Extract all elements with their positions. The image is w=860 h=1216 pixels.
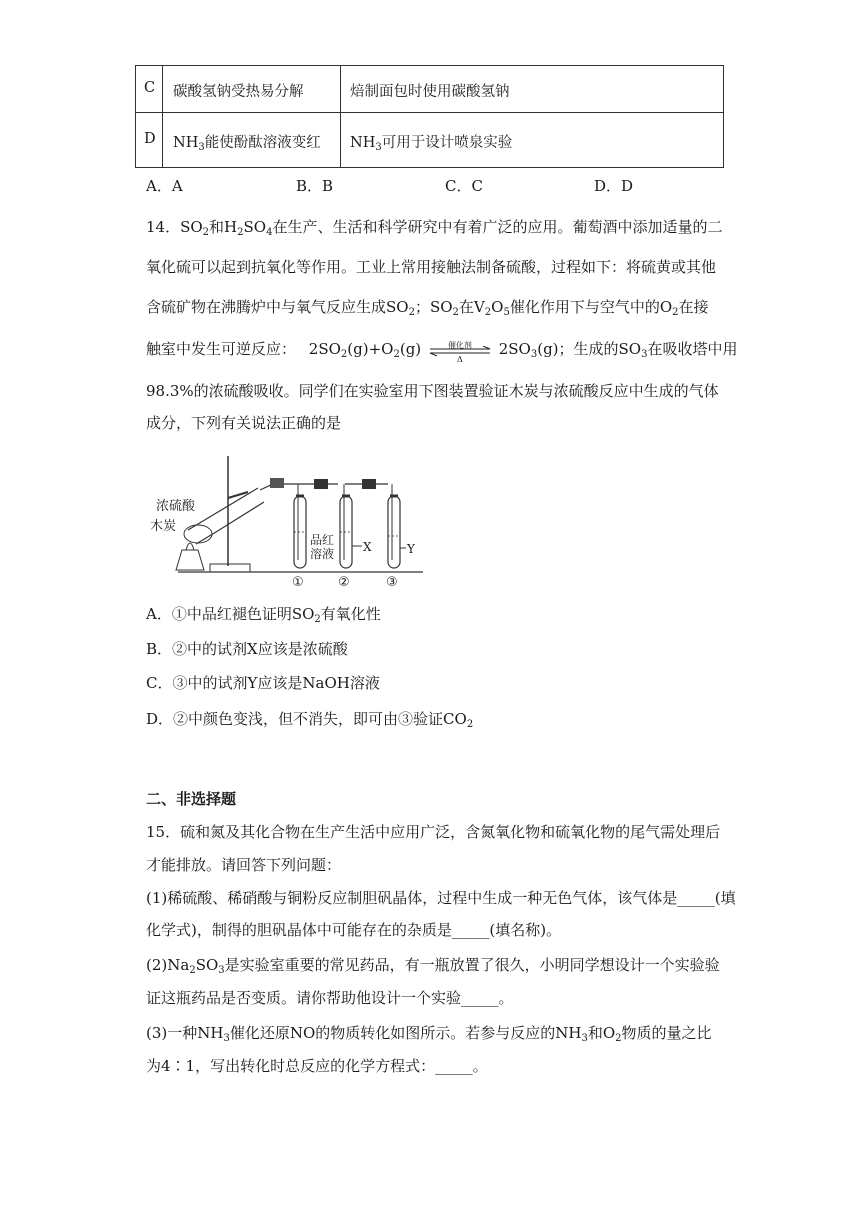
q15-line-1: 15．硫和氮及其化合物在生产生活中应用广泛，含氮氧化物和硫氧化物的尾气需处理后 <box>146 823 721 841</box>
q14-line-3: 含硫矿物在沸腾炉中与氧气反应生成$SO_2$；$SO_2$在$V_2O_5$催化作用下与空气中的$O_2$在接 <box>146 298 709 318</box>
table-row-application: $NH_3$可用于设计喷泉实验 <box>350 135 513 153</box>
answer-table <box>135 65 724 168</box>
q15-line-3: (1)稀硫酸、稀硝酸与铜粉反应制胆矾晶体，过程中生成一种无色气体，该气体是_____(填 <box>146 889 736 907</box>
label-solution: 溶液 <box>310 547 335 561</box>
option-b: B．B <box>296 177 334 195</box>
section-title: 二、非选择题 <box>146 790 237 808</box>
label-pinhong: 品红 <box>310 533 335 547</box>
q14-line-4: 触室中发生可逆反应： $2SO_2(g)+O_2(g)$ 催化剂 Δ $2SO_3(g)$；生成的$SO_3$在吸收塔中用 <box>146 339 738 360</box>
label-x: X <box>363 540 372 554</box>
q15-line-6: 证这瓶药品是否变质。请你帮助他设计一个实验_____。 <box>146 989 514 1007</box>
tube-3-number: ③ <box>386 575 398 588</box>
q15-line-4: 化学式)，制得的胆矾晶体中可能存在的杂质是_____(填名称)。 <box>146 921 562 939</box>
table-row-application: 焙制面包时使用碳酸氢钠 <box>350 84 510 100</box>
tube-2-number: ② <box>338 575 350 588</box>
label-y: Y <box>407 542 415 556</box>
q14-option-d: D．②中颜色变浅，但不消失，即可由③验证$CO_2$ <box>146 710 474 730</box>
q15-line-7: (3)一种$NH_3$催化还原NO的物质转化如图所示。若参与反应的$NH_3$和$O_2$物质的量之比 <box>146 1024 712 1044</box>
heat-label: Δ <box>457 355 463 364</box>
q14-option-a: A．①中品红褪色证明$SO_2$有氧化性 <box>146 605 381 625</box>
table-column-divider <box>162 66 163 167</box>
table-row-statement: 碳酸氢钠受热易分解 <box>173 84 304 100</box>
option-d: D．D <box>594 177 634 195</box>
label-carbon: 木炭 <box>150 519 177 534</box>
table-row-key: D <box>144 131 156 147</box>
reversible-arrow <box>428 340 492 364</box>
reaction-product: $2SO_3(g)$ <box>498 340 559 360</box>
reaction-equation: $2SO_2(g)+O_2(g)$ <box>308 340 422 360</box>
q15-line-8: 为4∶1，写出转化时总反应的化学方程式：_____。 <box>146 1057 488 1075</box>
tube-1-number: ① <box>292 575 304 588</box>
q14-line-6: 成分，下列有关说法正确的是 <box>146 414 342 432</box>
q14-line-5: 98.3%的浓硫酸吸收。同学们在实验室用下图装置验证木炭与浓硫酸反应中生成的气体 <box>146 382 719 400</box>
q14-line-1: 14．$SO_2$和$H_2SO_4$在生产、生活和科学研究中有着广泛的应用。葡萄酒中添加适量的二 <box>146 218 723 238</box>
q14-option-b: B．②中的试剂X应该是浓硫酸 <box>146 640 348 658</box>
apparatus-figure <box>148 448 428 588</box>
table-row-statement: $NH_3$能使酚酞溶液变红 <box>173 135 321 153</box>
q14-option-c: C．③中的试剂Y应该是NaOH溶液 <box>146 674 380 692</box>
catalyst-label: 催化剂 <box>447 341 472 350</box>
option-c: C．C <box>445 177 483 195</box>
table-row-key: C <box>144 80 156 96</box>
q15-line-5: $(2)Na_2SO_3$是实验室重要的常见药品，有一瓶放置了很久，小明同学想设计一个实验验 <box>146 956 720 976</box>
q15-line-2: 才能排放。请回答下列问题： <box>146 856 342 874</box>
table-column-divider <box>340 66 341 167</box>
option-a: A．A <box>146 177 183 195</box>
table-row-divider <box>136 112 723 113</box>
label-acid: 浓硫酸 <box>156 499 196 514</box>
q14-line-2: 氧化硫可以起到抗氧化等作用。工业上常用接触法制备硫酸，过程如下：将硫黄或其他 <box>146 258 717 276</box>
